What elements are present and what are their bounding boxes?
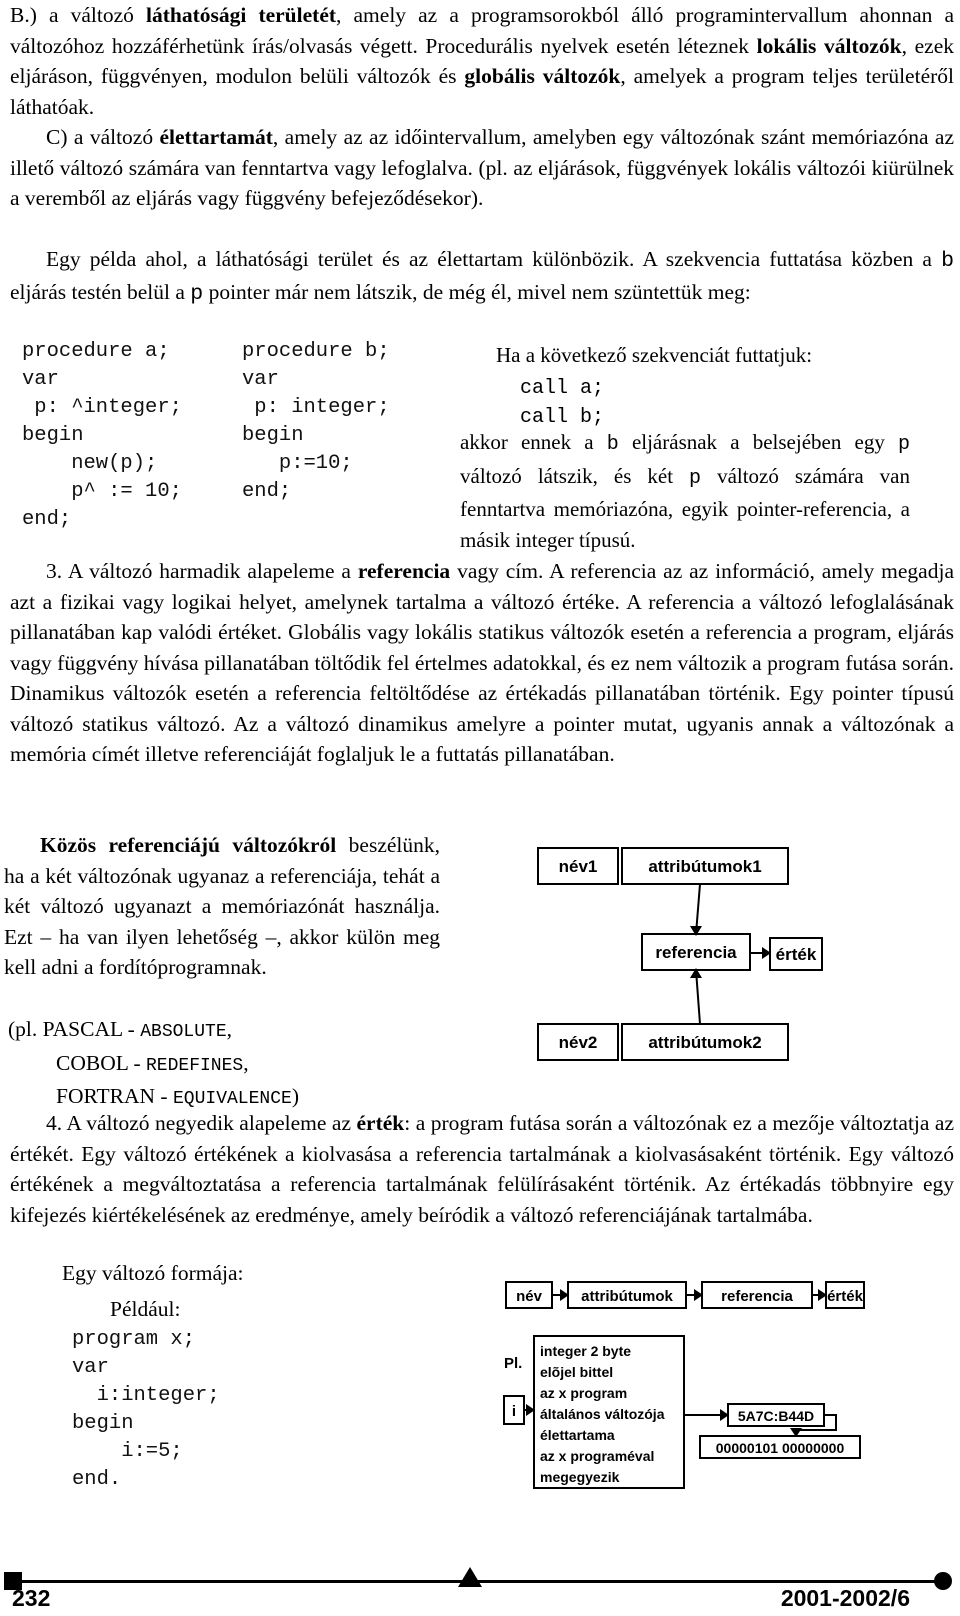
bits-label: 00000101 00000000 (715, 1440, 845, 1456)
paragraph-value: 4. A változó negyedik alapeleme az érték: a program futása során a változónak ez a mezője változtatja az értékét. Egy változó értékének a kiolvasása a referencia tartalmának a kiolvasásaként történik. Egy változó értékének a megváltoztatása a referencia tartalmának felülírásaként történik. Az értékadás többnyire egy kifejezés kiértékelésének az eredménye, amely beíródik a változó referenciájának tartalmába. (10, 1111, 955, 1227)
nev-label: név (516, 1288, 542, 1305)
call-sequence-heading: Ha a következő szekvenciát futtatjuk: (496, 343, 813, 367)
attr-line-2: elõjel bittel (540, 1364, 614, 1380)
paragraph-example-intro: Egy példa ahol, a láthatósági terület és az élettartam különbözik. A szekvencia futtatása közben a b eljárás testén belül a p pointer már nem látszik, de még él, mivel nem szüntettük meg: (10, 247, 954, 306)
attr-label: attribútumok (581, 1288, 673, 1305)
issue-number: 2001-2002/6 (780, 1585, 910, 1611)
referencia-label: referencia (655, 943, 737, 962)
common-reference-diagram (530, 840, 830, 1080)
code-procedure-b: procedure b; var p: integer; begin p:=10; end; (242, 340, 390, 503)
footer-triangle-icon (458, 1567, 482, 1587)
call-a-line: call a; (520, 377, 605, 400)
form-heading: Egy változó formája: (62, 1261, 244, 1285)
nev1-label: név1 (558, 857, 598, 876)
code-procedure-a: procedure a; var p: ^integer; begin new(p); p^ := 10; end; (22, 340, 182, 531)
ertek-label: érték (775, 945, 817, 964)
attr-line-4: általános változója (540, 1406, 665, 1422)
code-program-x: program x; var i:integer; begin i:=5; end. (72, 1328, 220, 1491)
page-number: 232 (12, 1585, 51, 1611)
attr1-label: attribútumok1 (648, 857, 762, 876)
pascal-example: (pl. PASCAL - ABSOLUTE, (8, 1017, 233, 1042)
variable-form-diagram (496, 1272, 876, 1532)
nev2-label: név2 (558, 1033, 598, 1052)
paragraph-visibility-scope: B.) a változó láthatósági területét, amely az a programsorokból álló programintervallum ahonnan a változóhoz hozzáférhetünk írás/olvasás végett. Procedurális nyelvek esetén léteznek lokális változók, ezek eljáráson, függvényen, modulon belüli változók és globális változók, amelyek a program teljes területéről láthatóak. (10, 3, 955, 119)
attr2-label: attribútumok2 (648, 1033, 762, 1052)
cobol-example: COBOL - REDEFINES, (56, 1050, 249, 1076)
footer-circle-icon (934, 1572, 952, 1590)
arrow-attr2-ref (696, 970, 700, 1024)
attr-line-1: integer 2 byte (540, 1343, 632, 1359)
paragraph-common-reference: Közös referenciájú változókról beszélünk, ha a két változónak ugyanaz a referenciája, tehát a két változó ugyanazt a memóriazónát használja. Ezt – ha van ilyen lehetőség –, akkor külön meg kell adni a fordítóprogramnak. (4, 833, 440, 979)
ref-label: referencia (721, 1288, 793, 1305)
paragraph-lifetime: C) a változó élettartamát, amely az az időintervallum, amelyben egy változónak szánt memóriazóna az illető változó számára van fenntartva vagy lefoglalva. (pl. az eljárások, függvények lokális változói kiürülnek a veremből az eljárás vagy függvény befejeződésekor). (10, 125, 954, 210)
call-b-line: call b; (520, 406, 605, 429)
fortran-example: FORTRAN - EQUIVALENCE) (56, 1084, 299, 1109)
pl-label: Pl. (504, 1355, 523, 1372)
attr-line-5: élettartama (540, 1427, 615, 1443)
paragraph-reference: 3. A változó harmadik alapeleme a referencia vagy cím. A referencia az az információ, amely megadja azt a fizikai vagy logikai helyet, amelynek tartalma a változó értéke. A referencia a változó lefoglalásának pillanatában kap valódi értéket. Globális vagy lokális statikus változók esetén a referencia a program, eljárás vagy függvény hívása pillanatában töltődik fel értelmes adatokkal, és ez nem változik a program futása során. Dinamikus változók esetén a referencia feltöltődése az értékadás pillanatában történik. Egy pointer típusú változó statikus változó. Az a változó dinamikus amelyre a pointer mutat, ugyanis annak a változónak a memória címét illetve referenciáját foglaljuk le a futtatás pillanatában. (10, 559, 954, 766)
i-label: i (511, 1403, 517, 1420)
ertek-label: érték (827, 1288, 863, 1305)
compiler-examples (8, 1014, 448, 1115)
address-label: 5A7C:B44D (737, 1408, 815, 1424)
attr-line-7: megegyezik (540, 1469, 620, 1485)
attr-line-6: az x programéval (540, 1448, 655, 1464)
example-heading: Például: (110, 1297, 181, 1321)
attr-line-3: az x program (540, 1385, 628, 1401)
call-sequence-explanation: akkor ennek a b eljárásnak a belsejében egy p változó látszik, és két p változó számára van fenntartva memóriazóna, egyik pointer-referencia, a másik integer típusú. (460, 430, 910, 552)
